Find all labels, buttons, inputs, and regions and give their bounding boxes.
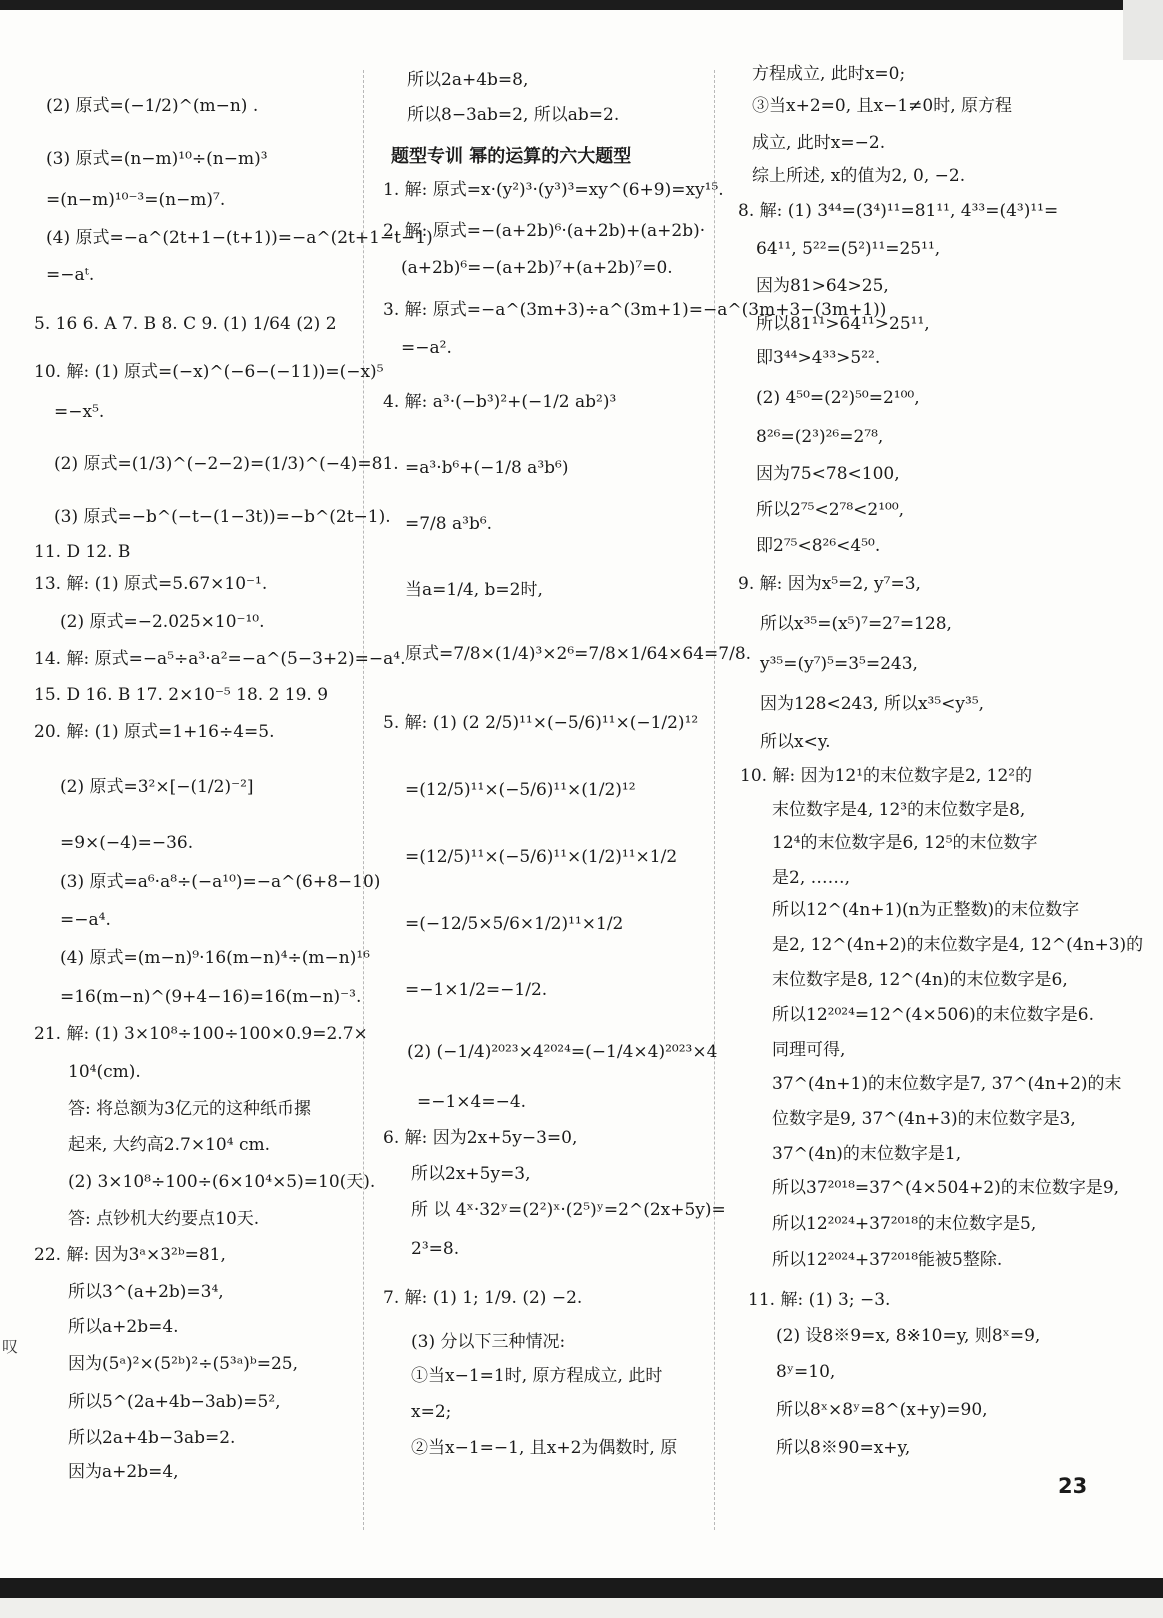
text-line: =−a⁴.	[60, 910, 111, 930]
text-line: 所以8※90=x+y,	[776, 1438, 911, 1458]
text-line: x=2;	[411, 1402, 452, 1422]
text-line: 5. 解: (1) (2 2/5)¹¹×(−5/6)¹¹×(−1/2)¹²	[383, 713, 699, 733]
text-line: (2) 原式=−2.025×10⁻¹⁰.	[60, 612, 265, 632]
text-line: y³⁵=(y⁷)⁵=3⁵=243,	[760, 654, 918, 674]
text-line: ②当x−1=−1, 且x+2为偶数时, 原	[411, 1438, 678, 1458]
text-line: 因为81>64>25,	[756, 276, 889, 296]
page-number: 23	[1058, 1474, 1088, 1498]
text-line: 12⁴的末位数字是6, 12⁵的末位数字	[772, 833, 1038, 853]
text-line: ①当x−1=1时, 原方程成立, 此时	[411, 1366, 663, 1386]
text-line: 11. 解: (1) 3; −3.	[748, 1290, 891, 1310]
text-line: 20. 解: (1) 原式=1+16÷4=5.	[34, 722, 275, 742]
text-line: 37^(4n+1)的末位数字是7, 37^(4n+2)的末	[772, 1074, 1122, 1094]
text-line: 9. 解: 因为x⁵=2, y⁷=3,	[738, 574, 921, 594]
text-line: 15. D 16. B 17. 2×10⁻⁵ 18. 2 19. 9	[34, 685, 329, 705]
text-line: 11. D 12. B	[34, 542, 131, 562]
text-line: (2) 3×10⁸÷100÷(6×10⁴×5)=10(天).	[68, 1172, 376, 1192]
text-line: 位数字是9, 37^(4n+3)的末位数字是3,	[772, 1109, 1076, 1129]
text-line: 所以2a+4b−3ab=2.	[68, 1428, 236, 1448]
text-line: =9×(−4)=−36.	[60, 833, 194, 853]
text-line: 22. 解: 因为3ᵃ×3²ᵇ=81,	[34, 1245, 226, 1265]
text-line: (3) 原式=a⁶·a⁸÷(−a¹⁰)=−a^(6+8−10)	[60, 872, 381, 892]
text-line: (3) 原式=−b^(−t−(1−3t))=−b^(2t−1).	[54, 507, 391, 527]
text-line: =a³·b⁶+(−1/8 a³b⁶)	[405, 458, 569, 478]
text-line: 3. 解: 原式=−a^(3m+3)÷a^(3m+1)=−a^(3m+3−(3m+1))	[383, 300, 887, 320]
text-line: 所以12²⁰²⁴=12^(4×506)的末位数字是6.	[772, 1005, 1095, 1025]
text-line: 答: 将总额为3亿元的这种纸币摞	[68, 1099, 311, 1119]
bottom-scan-strip	[0, 1598, 1163, 1618]
text-line: 是2, ……,	[772, 868, 851, 888]
text-line: 8ʸ=10,	[776, 1362, 836, 1382]
text-line: 13. 解: (1) 原式=5.67×10⁻¹.	[34, 574, 268, 594]
text-line: (3) 分以下三种情况:	[411, 1332, 566, 1352]
text-line: 当a=1/4, b=2时,	[405, 580, 543, 600]
text-line: 8²⁶=(2³)²⁶=2⁷⁸,	[756, 427, 884, 447]
text-line: 1. 解: 原式=x·(y²)³·(y³)³=xy^(6+9)=xy¹⁵.	[383, 180, 724, 200]
text-line: 6. 解: 因为2x+5y−3=0,	[383, 1128, 578, 1148]
text-line: 2³=8.	[411, 1239, 460, 1259]
text-line: 是2, 12^(4n+2)的末位数字是4, 12^(4n+3)的	[772, 935, 1144, 955]
section-heading: 题型专训 幂的运算的六大题型	[391, 146, 632, 167]
text-line: =−1×1/2=−1/2.	[405, 980, 548, 1000]
text-line: 末位数字是8, 12^(4n)的末位数字是6,	[772, 970, 1068, 990]
text-line: (2) 原式=(1/3)^(−2−2)=(1/3)^(−4)=81.	[54, 454, 399, 474]
text-line: 所以2a+4b=8,	[407, 70, 529, 90]
text-line: =7/8 a³b⁶.	[405, 514, 493, 534]
text-line: (2) 设8※9=x, 8※10=y, 则8ˣ=9,	[776, 1326, 1041, 1346]
text-line: 7. 解: (1) 1; 1/9. (2) −2.	[383, 1288, 583, 1308]
text-line: =(n−m)¹⁰⁻³=(n−m)⁷.	[46, 190, 226, 210]
text-line: 所以12^(4n+1)(n为正整数)的末位数字	[772, 900, 1080, 920]
text-line: 所以12²⁰²⁴+37²⁰¹⁸的末位数字是5,	[772, 1214, 1037, 1234]
text-line: 21. 解: (1) 3×10⁸÷100÷100×0.9=2.7×	[34, 1024, 368, 1044]
text-line: =(−12/5×5/6×1/2)¹¹×1/2	[405, 914, 624, 934]
text-line: (4) 原式=−a^(2t+1−(t+1))=−a^(2t+1−t−1)	[46, 228, 433, 248]
text-line: (a+2b)⁶=−(a+2b)⁷+(a+2b)⁷=0.	[401, 258, 673, 278]
margin-mark: 叹	[2, 1337, 19, 1356]
text-line: 所以81¹¹>64¹¹>25¹¹,	[756, 314, 930, 334]
text-line: 同理可得,	[772, 1040, 846, 1060]
text-line: 起来, 大约高2.7×10⁴ cm.	[68, 1135, 270, 1155]
top-scan-border	[0, 0, 1163, 10]
text-line: 所以2x+5y=3,	[411, 1164, 531, 1184]
text-line: =−x⁵.	[54, 402, 105, 422]
text-line: 原式=7/8×(1/4)³×2⁶=7/8×1/64×64=7/8.	[405, 644, 752, 664]
text-line: ③当x+2=0, 且x−1≠0时, 原方程	[752, 96, 1013, 116]
text-line: =−aᵗ.	[46, 265, 95, 285]
text-line: (2) 原式=3²×[−(1/2)⁻²]	[60, 777, 254, 797]
text-line: 10. 解: (1) 原式=(−x)^(−6−(−11))=(−x)⁵	[34, 362, 384, 382]
text-line: 所以8ˣ×8ʸ=8^(x+y)=90,	[776, 1400, 988, 1420]
text-line: 成立, 此时x=−2.	[752, 133, 886, 153]
text-line: 所以x<y.	[760, 732, 831, 752]
text-line: 所以3^(a+2b)=3⁴,	[68, 1282, 224, 1302]
text-line: =(12/5)¹¹×(−5/6)¹¹×(1/2)¹¹×1/2	[405, 847, 678, 867]
text-line: 所以a+2b=4.	[68, 1317, 179, 1337]
text-line: 因为128<243, 所以x³⁵<y³⁵,	[760, 694, 985, 714]
text-line: 答: 点钞机大约要点10天.	[68, 1209, 260, 1229]
text-line: 所以12²⁰²⁴+37²⁰¹⁸能被5整除.	[772, 1250, 1003, 1270]
text-line: 5. 16 6. A 7. B 8. C 9. (1) 1/64 (2) 2	[34, 314, 337, 334]
text-line: 方程成立, 此时x=0;	[752, 64, 906, 84]
text-line: 即3⁴⁴>4³³>5²².	[756, 348, 881, 368]
text-line: 因为(5ᵃ)²×(5²ᵇ)²÷(5³ᵃ)ᵇ=25,	[68, 1354, 298, 1374]
column-divider-2	[714, 70, 715, 1530]
text-line: 10⁴(cm).	[68, 1062, 141, 1082]
text-line: 14. 解: 原式=−a⁵÷a³·a²=−a^(5−3+2)=−a⁴.	[34, 649, 406, 669]
text-line: 所以2⁷⁵<2⁷⁸<2¹⁰⁰,	[756, 500, 905, 520]
text-line: 所以5^(2a+4b−3ab)=5²,	[68, 1392, 281, 1412]
text-line: 64¹¹, 5²²=(5²)¹¹=25¹¹,	[756, 239, 941, 259]
text-line: 因为75<78<100,	[756, 464, 900, 484]
text-line: 末位数字是4, 12³的末位数字是8,	[772, 800, 1026, 820]
text-line: 8. 解: (1) 3⁴⁴=(3⁴)¹¹=81¹¹, 4³³=(4³)¹¹=	[738, 201, 1059, 221]
text-line: 所以x³⁵=(x⁵)⁷=2⁷=128,	[760, 614, 952, 634]
text-line: =−1×4=−4.	[417, 1092, 527, 1112]
text-line: 所以8−3ab=2, 所以ab=2.	[407, 105, 620, 125]
text-line: 10. 解: 因为12¹的末位数字是2, 12²的	[740, 766, 1033, 786]
text-line: =16(m−n)^(9+4−16)=16(m−n)⁻³.	[60, 987, 362, 1007]
text-line: (4) 原式=(m−n)⁹·16(m−n)⁴÷(m−n)¹⁶	[60, 948, 371, 968]
text-line: 4. 解: a³·(−b³)²+(−1/2 ab²)³	[383, 392, 617, 412]
text-line: 综上所述, x的值为2, 0, −2.	[752, 166, 966, 186]
text-line: 所以37²⁰¹⁸=37^(4×504+2)的末位数字是9,	[772, 1178, 1120, 1198]
text-line: 即2⁷⁵<8²⁶<4⁵⁰.	[756, 536, 881, 556]
text-line: (2) 4⁵⁰=(2²)⁵⁰=2¹⁰⁰,	[756, 388, 920, 408]
text-line: =(12/5)¹¹×(−5/6)¹¹×(1/2)¹²	[405, 780, 636, 800]
top-right-scan-corner	[1123, 0, 1163, 60]
text-line: =−a².	[401, 338, 452, 358]
text-line: 37^(4n)的末位数字是1,	[772, 1144, 962, 1164]
text-line: (2) 原式=(−1/2)^(m−n) .	[46, 96, 259, 116]
column-divider-1	[363, 70, 364, 1530]
bottom-scan-border	[0, 1578, 1163, 1598]
text-line: 因为a+2b=4,	[68, 1462, 179, 1482]
text-line: (3) 原式=(n−m)¹⁰÷(n−m)³	[46, 149, 268, 169]
text-line: 所 以 4ˣ·32ʸ=(2²)ˣ·(2⁵)ʸ=2^(2x+5y)=	[411, 1200, 726, 1220]
text-line: (2) (−1/4)²⁰²³×4²⁰²⁴=(−1/4×4)²⁰²³×4	[407, 1042, 718, 1062]
text-line: 2. 解: 原式=−(a+2b)⁶·(a+2b)+(a+2b)·	[383, 221, 706, 241]
